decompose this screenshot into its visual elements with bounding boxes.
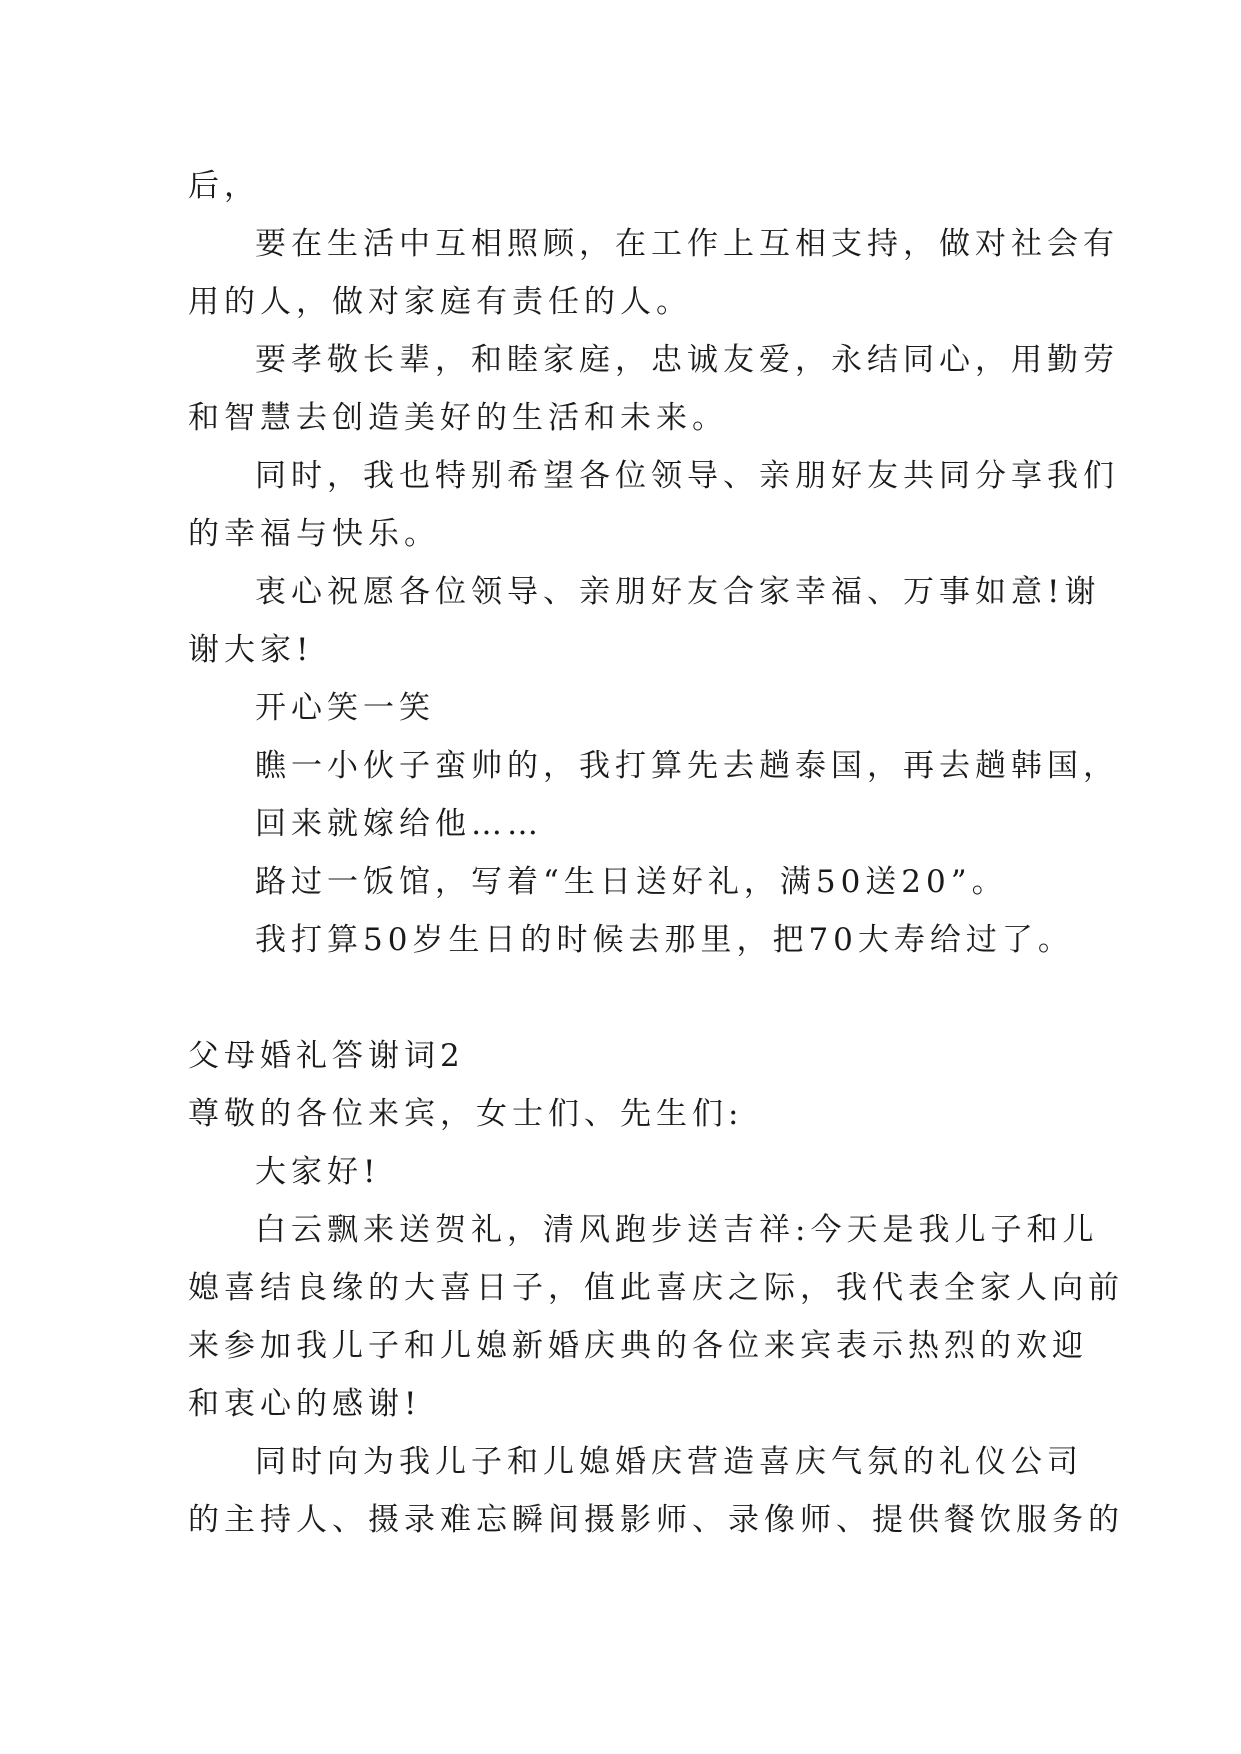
text-line: 大家好!	[255, 1154, 381, 1190]
text-line: 和衷心的感谢!	[188, 1386, 422, 1422]
text-line: 媳喜结良缘的大喜日子，值此喜庆之际，我代表全家人向前	[188, 1270, 1124, 1306]
text-line: 用的人，做对家庭有责任的人。	[188, 284, 692, 320]
text-line: 衷心祝愿各位领导、亲朋好友合家幸福、万事如意!谢	[255, 574, 1101, 610]
text-line: 同时，我也特别希望各位领导、亲朋好友共同分享我们	[255, 458, 1119, 494]
text-line: 的幸福与快乐。	[188, 516, 440, 552]
text-line: 瞧一小伙子蛮帅的，我打算先去趟泰国，再去趟韩国，	[255, 748, 1119, 784]
text-line: 的主持人、摄录难忘瞬间摄影师、录像师、提供餐饮服务的	[188, 1502, 1124, 1538]
text-line: 来参加我儿子和儿媳新婚庆典的各位来宾表示热烈的欢迎	[188, 1328, 1088, 1364]
section-title: 父母婚礼答谢词2	[188, 1038, 465, 1074]
text-line: 谢大家!	[188, 632, 314, 668]
text-line: 白云飘来送贺礼，清风跑步送吉祥:今天是我儿子和儿	[255, 1212, 1099, 1248]
text-line: 后，	[188, 168, 260, 204]
text-line: 要在生活中互相照顾，在工作上互相支持，做对社会有	[255, 226, 1119, 262]
text-line: 路过一饭馆，写着“生日送好礼，满50送20”。	[255, 864, 1008, 900]
text-line: 和智慧去创造美好的生活和未来。	[188, 400, 728, 436]
text-line: 同时向为我儿子和儿媳婚庆营造喜庆气氛的礼仪公司	[255, 1444, 1083, 1480]
text-line: 我打算50岁生日的时候去那里，把70大寿给过了。	[255, 922, 1074, 958]
text-line: 开心笑一笑	[255, 690, 435, 726]
text-line: 回来就嫁给他……	[255, 806, 543, 842]
salutation: 尊敬的各位来宾，女士们、先生们:	[188, 1096, 744, 1132]
text-line: 要孝敬长辈，和睦家庭，忠诚友爱，永结同心，用勤劳	[255, 342, 1119, 378]
